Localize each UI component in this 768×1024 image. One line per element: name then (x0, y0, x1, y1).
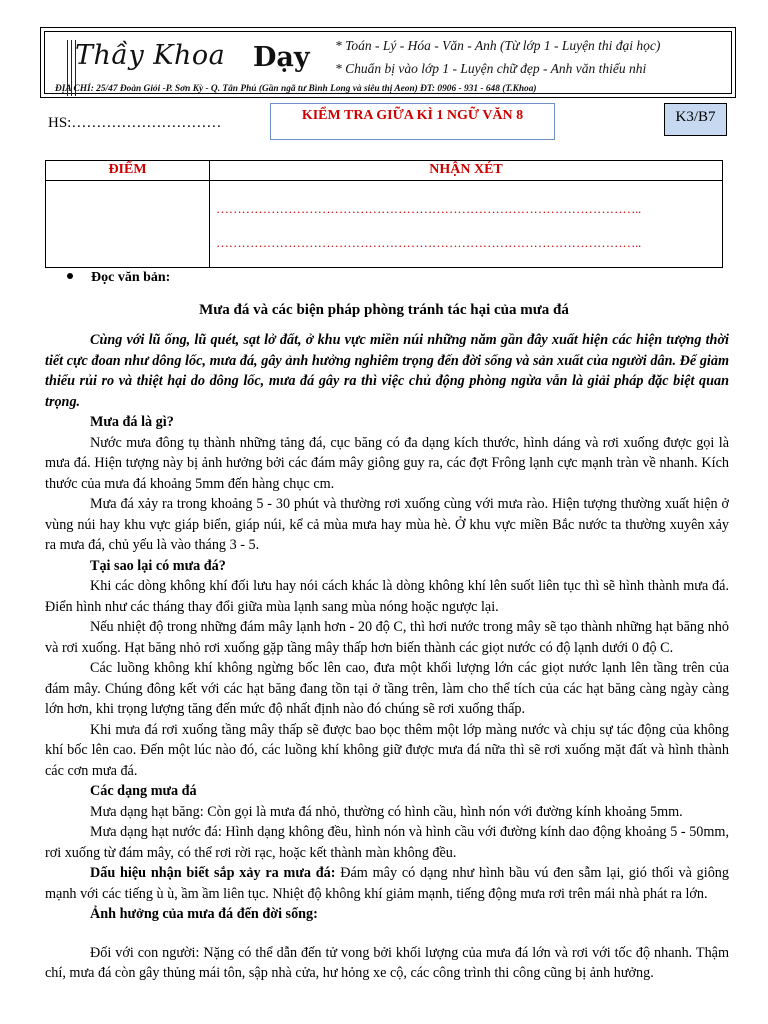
bullet-dot (67, 273, 73, 279)
comment-header: NHẬN XÉT (429, 162, 503, 177)
paragraph: Mưa đá xảy ra trong khoảng 5 - 30 phút và thường rơi xuống cùng với mưa rào. Hiện tượng thường xuất hiện ở vùng núi hay khu vực giáp biển, giáp núi, kể cả mùa mưa hay mùa hè. Ở khu vực miền Bắc nước ta thường xuyên xảy ra mưa đá, chủ yếu là vào tháng 3 - 5. (45, 496, 729, 553)
paragraph-signs (45, 863, 729, 904)
paragraph: Đối với con người: Nặng có thể dẫn đến tử vong bởi khối lượng của mưa đá lớn và rơi với tốc độ nhanh. Thậm chí, mưa đá còn gây thủng mái tôn, sập nhà cửa, hư hỏng xe cộ, các công trình thi công cũng bị ảnh hưởng. (45, 944, 729, 981)
class-code: K3/B7 (664, 103, 727, 136)
paragraph: Mưa dạng hạt nước đá: Hình dạng không đều, hình nón và hình cầu với đường kính dao động khoảng 5 - 50mm, rơi xuống từ đám mây, có thể rơi rời rạc, hoặc kết thành màn không đều. (45, 824, 729, 861)
paragraph: Khi mưa đá rơi xuống tầng mây thấp sẽ được bao bọc thêm một lớp màng nước và chịu sự tác động của không khí bốc lên cao. Đến một lúc nào đó, các luồng khí không giữ được mưa đá nữa thì sẽ rơi xuống mặt đất và hình thành các cơn mưa đá. (45, 721, 729, 779)
letterhead (40, 27, 736, 98)
intro-paragraph: Cùng với lũ ống, lũ quét, sạt lở đất, ở khu vực miền núi những năm gần đây xuất hiện các hiện tượng thời tiết cực đoan như dông lốc, mưa đá, gây ảnh hưởng nghiêm trọng đến đời sống và sản xuất của người dân. Để giảm thiểu rủi ro và thiệt hại do dông lốc, mưa đá gây ra thì việc chủ động phòng ngừa vẫn là giải pháp đặc biệt quan trọng. (45, 332, 729, 410)
exam-title: KIỂM TRA GIỮA KÌ 1 NGỮ VĂN 8 (270, 103, 555, 140)
article-intro (45, 330, 729, 412)
paragraph: Nếu nhiệt độ trong những đám mây lạnh hơn - 20 độ C, thì hơi nước trong mây sẽ tạo thành những hạt băng nhỏ và rơi xuống. Hạt băng nhỏ rơi xuống gặp tầng mây thấp hơn biến thành các giọt nước có độ lạnh dưới 0 độ C. (45, 619, 729, 656)
brand-word: Dạy (253, 42, 310, 73)
paragraph: Khi các dòng không khí đối lưu hay nói cách khác là dòng không khí lên suốt liên tục thì sẽ hình thành mưa đá. Điển hình như các tháng thay đổi giữa mùa lạnh sang mùa nóng hoặc ngược lại. (45, 578, 729, 615)
grade-table (45, 160, 723, 268)
address-line: ĐỊA CHỈ: 25/47 Đoàn Giỏi -P. Sơn Kỳ - Q. Tân Phú (Gần ngã tư Bình Long và siêu thị Aeon) ĐT: 0906 - 931 - 648 (T.Khoa) (55, 84, 537, 94)
signs-label: Dấu hiệu nhận biết sắp xảy ra mưa đá: (90, 865, 336, 881)
reading-bullet (67, 270, 170, 286)
letterhead-inner-border (44, 31, 732, 94)
signs-text: Đám mây có dạng như hình bầu vú đen sẫm lại, gió thối và giông mạnh với các tiếng ù ù, ầm ầm liên tục. Nhiệt độ không khí giảm mạnh, tiếng động mưa rơi trên mái nhà phát ra lớn. (45, 865, 729, 902)
brand-name: Thầy Khoa (75, 40, 226, 71)
heading-hail-types: Các dạng mưa đá (90, 783, 197, 799)
grade-table-header-line (46, 180, 722, 181)
heading-why-hail: Tại sao lại có mưa đá? (90, 557, 226, 574)
tagline-programs: * Chuẩn bị vào lớp 1 - Luyện chữ đẹp - Anh văn thiếu nhi (335, 61, 647, 76)
tagline-subjects: * Toán - Lý - Hóa - Văn - Anh (Từ lớp 1 - Luyện thi đại học) (335, 38, 661, 53)
heading-what-is-hail: Mưa đá là gì? (90, 414, 174, 430)
reading-label: Đọc văn bản: (91, 270, 171, 285)
article-body (45, 412, 729, 984)
score-header: ĐIỂM (108, 162, 147, 177)
comment-dotted-line-2: ……………………………………………………………………………………….. (216, 235, 642, 250)
article-title: Mưa đá và các biện pháp phòng tránh tác hại của mưa đá (199, 302, 569, 318)
heading-effects: Ảnh hưởng của mưa đá đến đời sống: (90, 906, 318, 922)
paragraph: Các luồng không khí không ngừng bốc lên cao, đưa một khối lượng lớn các giọt nước lạnh lên tầng trên của đám mây. Chúng đông kết với các hạt băng đang tồn tại ở tầng trên, làm cho thể tích của các hạt băng càng ngày càng lớn hơn, khi trọng lượng tăng đến mức độ nhất định nào đó chúng sẽ rơi xuống thấp. (45, 660, 729, 717)
paragraph: Mưa dạng hạt băng: Còn gọi là mưa đá nhỏ, thường có hình cầu, hình nón với đường kính khoảng 5mm. (90, 803, 683, 820)
student-name-line: HS:………………………… (48, 115, 222, 131)
comment-dotted-line-1: ……………………………………………………………………………………….. (216, 201, 642, 216)
paragraph: Nước mưa đông tụ thành những tảng đá, cục băng có đa dạng kích thước, hình dáng và rơi xuống được gọi là mưa đá. Hiện tượng này bị ảnh hưởng bởi các đám mây giông guy ra, các đợt Frông lạnh cực mạnh tràn về nhanh. Kích thước của mưa đá khoảng 5mm đến hàng chục cm. (45, 434, 729, 492)
